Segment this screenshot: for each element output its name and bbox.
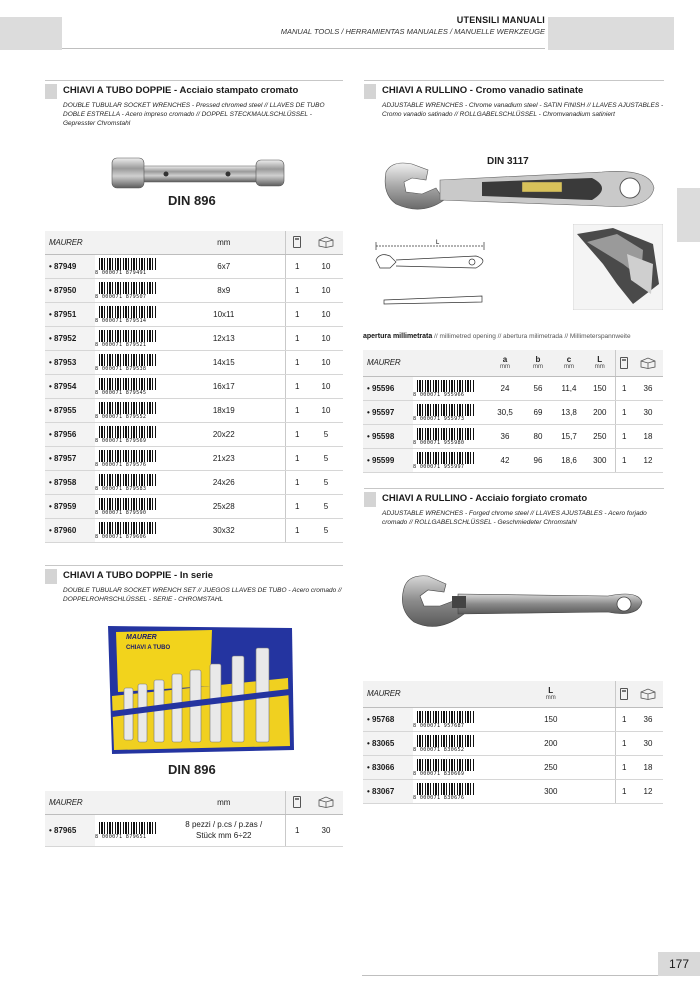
product-code: • 87958	[45, 470, 95, 494]
pack-qty: 1	[615, 400, 633, 424]
ean-code: 8 000071 957687	[413, 722, 465, 729]
col-box	[633, 350, 663, 376]
wrench-dimension-drawing	[366, 238, 496, 308]
product-code: • 87949	[45, 254, 95, 278]
col-pack	[615, 681, 633, 707]
barcode	[95, 821, 157, 840]
section-marker	[45, 84, 57, 99]
header-block-right	[548, 17, 674, 50]
ean-code: 8 000071 879507	[95, 293, 147, 300]
brand-logo: MAURER	[363, 350, 413, 376]
length: 150	[487, 707, 615, 731]
section-rule	[45, 80, 343, 81]
section-title: CHIAVI A RULLINO - Cromo vanadio satinate	[382, 85, 584, 96]
size: 20x22	[163, 422, 285, 446]
footer-rule	[362, 975, 658, 976]
box-qty: 5	[309, 518, 343, 542]
barcode	[413, 427, 475, 446]
col-a: a mm	[487, 350, 523, 376]
pack-qty: 1	[285, 494, 309, 518]
pack-icon	[293, 796, 301, 808]
pack-qty: 1	[285, 398, 309, 422]
box-qty: 10	[309, 254, 343, 278]
brand-logo: MAURER	[45, 231, 95, 254]
product-code: • 87954	[45, 374, 95, 398]
section-rule	[45, 565, 343, 566]
product-code: • 83065	[363, 731, 413, 755]
section-roller-forged	[364, 488, 664, 527]
table-row	[363, 424, 663, 448]
box-qty: 12	[633, 448, 663, 472]
pack-qty: 1	[285, 350, 309, 374]
din-label: DIN 3117	[487, 156, 529, 167]
col-c: c mm	[553, 350, 585, 376]
pack-qty: 1	[285, 470, 309, 494]
dim-c: 11,4	[553, 376, 585, 400]
ean-code: 8 000071 879606	[95, 533, 147, 540]
header-block-left	[0, 17, 62, 50]
pack-qty: 1	[615, 424, 633, 448]
section-description: DOUBLE TUBULAR SOCKET WRENCH SET // JUEGOS LLAVES DE TUBO - Acero cromado // DOPPELROHRSCHLÜSSEL - SERIE - CHROMSTAHL	[63, 587, 342, 603]
size: 16x17	[163, 374, 285, 398]
product-code: • 87956	[45, 422, 95, 446]
product-code: • 95596	[363, 376, 413, 400]
box-qty: 36	[633, 376, 663, 400]
dim-b: 56	[523, 376, 553, 400]
product-code: • 87955	[45, 398, 95, 422]
brand-logo: MAURER	[363, 681, 413, 707]
table-row	[45, 518, 343, 542]
table-row	[45, 422, 343, 446]
pack-qty: 1	[615, 376, 633, 400]
barcode	[413, 403, 475, 422]
length: 300	[585, 448, 615, 472]
header-rule	[62, 48, 545, 49]
pack-qty: 1	[285, 518, 309, 542]
ean-code: 8 000071 955980	[413, 439, 465, 446]
box-qty: 5	[309, 422, 343, 446]
ean-code: 8 000071 879651	[95, 833, 147, 840]
carton-box-icon	[640, 688, 656, 700]
box-qty: 5	[309, 470, 343, 494]
length: 300	[487, 779, 615, 803]
ean-code: 8 000071 955973	[413, 415, 465, 422]
section-description: DOUBLE TUBULAR SOCKET WRENCHES - Pressed chromed steel // LLAVES DE TUBO DOBLE ESTRELLA - Acero impreso cromado // DOPPEL STECKMAULSCHLÜSSEL - Gepresster Chromstahl	[63, 102, 325, 127]
size: 21x23	[163, 446, 285, 470]
tubular-table	[45, 231, 343, 543]
pack-icon	[293, 236, 301, 248]
col-box	[309, 791, 343, 814]
pack-qty: 1	[615, 448, 633, 472]
dim-a: 30,5	[487, 400, 523, 424]
barcode	[95, 377, 157, 396]
table-row	[45, 374, 343, 398]
table-row	[363, 400, 663, 424]
box-qty: 10	[309, 326, 343, 350]
section-rule	[364, 80, 664, 81]
col-l: L mm	[585, 350, 615, 376]
product-code: • 95768	[363, 707, 413, 731]
product-code: • 87957	[45, 446, 95, 470]
dim-a: 42	[487, 448, 523, 472]
table-row	[45, 278, 343, 302]
side-tab	[677, 188, 700, 242]
table-header	[45, 791, 343, 814]
size-line-1: 8 pezzi / p.cs / p.zas /	[185, 820, 263, 829]
box-qty: 10	[309, 374, 343, 398]
size: 14x15	[163, 350, 285, 374]
table-row	[45, 814, 343, 846]
table-row	[45, 398, 343, 422]
size: 8x9	[163, 278, 285, 302]
dim-b: 96	[523, 448, 553, 472]
table-row	[363, 779, 663, 803]
size: 30x32	[163, 518, 285, 542]
barcode	[95, 257, 157, 276]
box-qty: 12	[633, 779, 663, 803]
table-row	[363, 448, 663, 472]
size: 18x19	[163, 398, 285, 422]
carton-box-icon	[640, 357, 656, 369]
roller-forged-table	[363, 681, 663, 804]
pack-icon	[620, 688, 628, 700]
ean-code: 8 000071 879569	[95, 437, 147, 444]
barcode	[95, 281, 157, 300]
col-pack	[285, 791, 309, 814]
pack-icon	[620, 357, 628, 369]
carton-box-icon	[318, 796, 334, 808]
ean-code: 8 000071 879521	[95, 341, 147, 348]
pack-qty: 1	[285, 326, 309, 350]
pack-qty: 1	[285, 374, 309, 398]
pack-qty: 1	[615, 707, 633, 731]
col-b: b mm	[523, 350, 553, 376]
din-label: DIN 896	[168, 762, 216, 777]
size-line-2: Stück mm 6÷22	[195, 831, 252, 840]
dim-b: 69	[523, 400, 553, 424]
product-code: • 87952	[45, 326, 95, 350]
col-size: mm	[163, 791, 285, 814]
brand-logo: MAURER	[45, 791, 95, 814]
col-pack	[615, 350, 633, 376]
box-qty: 30	[309, 814, 343, 846]
pack-qty: 1	[285, 422, 309, 446]
length: 250	[487, 755, 615, 779]
page-number: 177	[658, 952, 700, 976]
dim-c: 18,6	[553, 448, 585, 472]
table-row	[45, 350, 343, 374]
barcode	[95, 329, 157, 348]
ean-code: 8 000071 830676	[413, 794, 465, 801]
barcode	[413, 379, 475, 398]
page-title: UTENSILI MANUALI	[456, 15, 545, 25]
product-code: • 87960	[45, 518, 95, 542]
barcode	[95, 449, 157, 468]
pack-qty: 1	[615, 731, 633, 755]
table-header	[363, 681, 663, 707]
ean-code: 8 000071 879576	[95, 461, 147, 468]
barcode	[95, 521, 157, 540]
barcode	[413, 734, 475, 753]
carton-box-icon	[318, 236, 334, 248]
opening-translations: // millimetred opening // abertura milimetrada // Millimeterspannweite	[432, 333, 631, 340]
length: 200	[487, 731, 615, 755]
pack-qty: 1	[285, 278, 309, 302]
pack-qty: 1	[285, 446, 309, 470]
ean-code: 8 000071 879590	[95, 509, 147, 516]
dim-c: 13,8	[553, 400, 585, 424]
dim-b: 80	[523, 424, 553, 448]
page-subtitle: MANUAL TOOLS / HERRAMIENTAS MANUALES / MANUELLE WERKZEUGE	[280, 27, 545, 36]
ean-code: 8 000071 879552	[95, 413, 147, 420]
product-code: • 83067	[363, 779, 413, 803]
section-title: CHIAVI A RULLINO - Acciaio forgiato cromato	[382, 493, 588, 504]
barcode	[413, 758, 475, 777]
product-code: • 87953	[45, 350, 95, 374]
barcode	[95, 473, 157, 492]
ean-code: 8 000071 830669	[413, 770, 465, 777]
section-marker	[364, 84, 376, 99]
table-row	[363, 707, 663, 731]
din-label: DIN 896	[168, 193, 216, 208]
size: 24x26	[163, 470, 285, 494]
length: 250	[585, 424, 615, 448]
box-qty: 18	[633, 424, 663, 448]
pack-qty: 1	[615, 779, 633, 803]
product-code: • 87951	[45, 302, 95, 326]
pack-qty: 1	[615, 755, 633, 779]
ean-code: 8 000071 879514	[95, 317, 147, 324]
box-qty: 5	[309, 446, 343, 470]
box-qty: 10	[309, 398, 343, 422]
table-row	[45, 326, 343, 350]
ean-code: 8 000071 879538	[95, 365, 147, 372]
section-description: ADJUSTABLE WRENCHES - Chrome vanadium steel - SATIN FINISH // LLAVES AJUSTABLES - Cromo vanadio satinado // ROLLGABELSCHLÜSSEL - Chromvanadium satiniert	[382, 102, 664, 118]
section-marker	[45, 569, 57, 584]
adjustable-wrench-photo	[382, 158, 660, 220]
section-roller-cv	[364, 80, 664, 119]
table-header	[363, 350, 663, 376]
table-header	[45, 231, 343, 254]
wrench-set-pouch-photo	[102, 622, 298, 760]
barcode	[413, 782, 475, 801]
box-qty: 5	[309, 494, 343, 518]
table-row	[363, 731, 663, 755]
product-code: • 87965	[45, 814, 95, 846]
pack-qty: 1	[285, 814, 309, 846]
roller-cv-table	[363, 350, 663, 473]
product-code: • 87950	[45, 278, 95, 302]
box-qty: 30	[633, 400, 663, 424]
size: 25x28	[163, 494, 285, 518]
ean-code: 8 000071 879583	[95, 485, 147, 492]
barcode	[95, 353, 157, 372]
product-code: • 95598	[363, 424, 413, 448]
pouch-title: CHIAVI A TUBO	[126, 645, 171, 651]
page-header	[281, 15, 545, 36]
ean-code: 8 000071 830652	[413, 746, 465, 753]
length: 200	[585, 400, 615, 424]
opening-note	[363, 333, 631, 340]
box-qty: 10	[309, 350, 343, 374]
col-pack	[285, 231, 309, 254]
section-description: ADJUSTABLE WRENCHES - Forged chrome steel // LLAVES AJUSTABLES - Acero forjado cromado // ROLLGABELSCHLÜSSEL - Geschmiedeter Chromstahl	[382, 510, 647, 526]
table-row	[363, 755, 663, 779]
section-tubular-set	[45, 565, 343, 604]
dim-a: 36	[487, 424, 523, 448]
length: 150	[585, 376, 615, 400]
product-code: • 83066	[363, 755, 413, 779]
box-qty: 36	[633, 707, 663, 731]
table-row	[45, 470, 343, 494]
size: 10x11	[163, 302, 285, 326]
barcode	[413, 710, 475, 729]
product-code: • 95599	[363, 448, 413, 472]
barcode	[95, 401, 157, 420]
size: 12x13	[163, 326, 285, 350]
ean-code: 8 000071 955966	[413, 391, 465, 398]
box-qty: 18	[633, 755, 663, 779]
pouch-brand: MAURER	[126, 634, 157, 641]
col-box	[633, 681, 663, 707]
forged-wrench-photo	[398, 570, 648, 636]
barcode	[95, 497, 157, 516]
table-row	[45, 254, 343, 278]
opening-label: apertura millimetrata	[363, 333, 433, 340]
table-row	[363, 376, 663, 400]
col-l: L mm	[487, 681, 615, 707]
pack-qty: 1	[285, 254, 309, 278]
table-row	[45, 446, 343, 470]
section-title: CHIAVI A TUBO DOPPIE - Acciaio stampato cromato	[63, 85, 299, 96]
ean-code: 8 000071 879491	[95, 269, 147, 276]
drawing-label: L	[436, 240, 440, 246]
dim-c: 15,7	[553, 424, 585, 448]
tubular-set-table	[45, 791, 343, 847]
dim-a: 24	[487, 376, 523, 400]
box-qty: 30	[633, 731, 663, 755]
ean-code: 8 000071 955997	[413, 463, 465, 470]
wrench-closeup-photo	[573, 224, 663, 310]
section-tubular	[45, 80, 343, 128]
barcode	[95, 305, 157, 324]
barcode	[95, 425, 157, 444]
table-row	[45, 302, 343, 326]
pack-qty: 1	[285, 302, 309, 326]
table-row	[45, 494, 343, 518]
box-qty: 10	[309, 302, 343, 326]
section-marker	[364, 492, 376, 507]
product-code: • 87959	[45, 494, 95, 518]
size-cell	[163, 814, 285, 846]
section-title: CHIAVI A TUBO DOPPIE - In serie	[63, 570, 214, 581]
size: 6x7	[163, 254, 285, 278]
col-size: mm	[163, 231, 285, 254]
box-qty: 10	[309, 278, 343, 302]
section-rule	[364, 488, 664, 489]
product-code: • 95597	[363, 400, 413, 424]
barcode	[413, 451, 475, 470]
ean-code: 8 000071 879545	[95, 389, 147, 396]
col-box	[309, 231, 343, 254]
